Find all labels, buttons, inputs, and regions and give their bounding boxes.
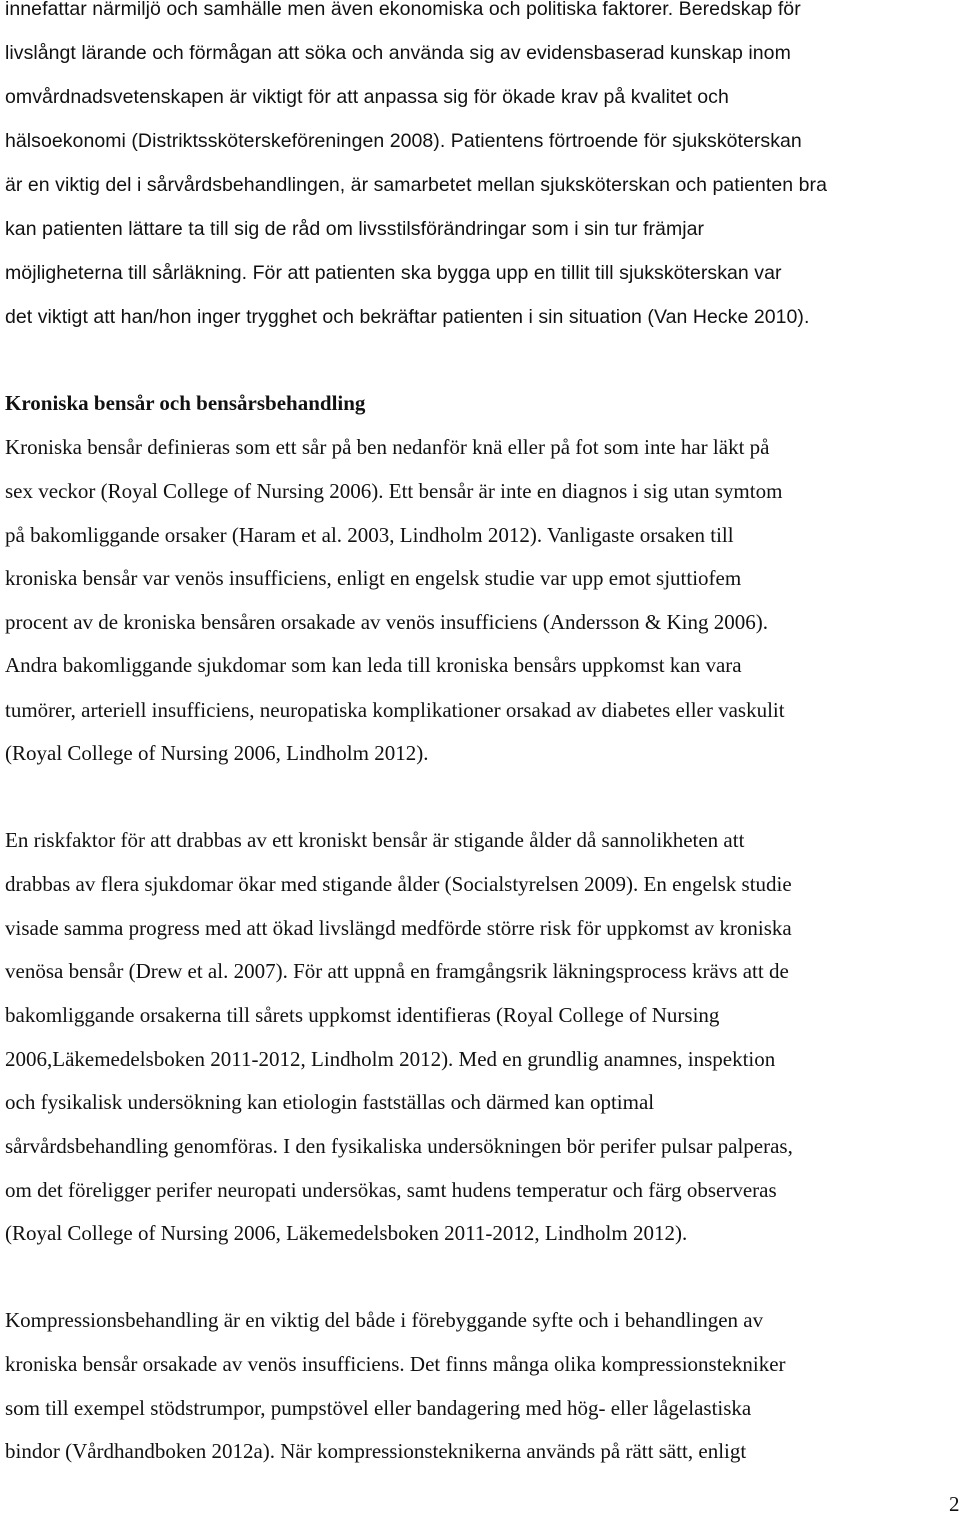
intro-line: är en viktig del i sårvårdsbehandlingen, är samarbetet mellan sjuksköterskan och patienten bra — [5, 174, 827, 196]
paragraph-line: En riskfaktor för att drabbas av ett kroniskt bensår är stigande ålder då sannolikheten att — [5, 828, 745, 852]
paragraph-line: och fysikalisk undersökning kan etiologin fastställas och därmed kan optimal — [5, 1090, 655, 1114]
paragraph-line: sex veckor (Royal College of Nursing 2006). Ett bensår är inte en diagnos i sig utan symtom — [5, 479, 783, 503]
paragraph-line: bakomliggande orsakerna till sårets uppkomst identifieras (Royal College of Nursing — [5, 1003, 720, 1027]
paragraph-line: kroniska bensår var venös insufficiens, enligt en engelsk studie var upp emot sjuttiofem — [5, 566, 742, 590]
paragraph-line: drabbas av flera sjukdomar ökar med stigande ålder (Socialstyrelsen 2009). En engelsk studie — [5, 872, 792, 896]
paragraph-line: sårvårdsbehandling genomföras. I den fysikaliska undersökningen bör perifer pulsar palperas, — [5, 1134, 793, 1158]
paragraph-line: bindor (Vårdhandboken 2012a). När kompressionsteknikerna används på rätt sätt, enligt — [5, 1439, 747, 1463]
intro-line: kan patienten lättare ta till sig de råd om livsstilsförändringar som i sin tur främjar — [5, 218, 705, 240]
paragraph-line: på bakomliggande orsaker (Haram et al. 2003, Lindholm 2012). Vanligaste orsaken till — [5, 523, 734, 547]
intro-line: det viktigt att han/hon inger trygghet och bekräftar patienten i sin situation (Van Hecke 2010). — [5, 306, 810, 328]
paragraph-line: venösa bensår (Drew et al. 2007). För att uppnå en framgångsrik läkningsprocess krävs att de — [5, 959, 789, 983]
paragraph-line: (Royal College of Nursing 2006, Läkemedelsboken 2011-2012, Lindholm 2012). — [5, 1221, 688, 1245]
intro-line: omvårdnadsvetenskapen är viktigt för att anpassa sig för ökade krav på kvalitet och — [5, 86, 729, 108]
intro-line: innefattar närmiljö och samhälle men även ekonomiska och politiska faktorer. Beredskap för — [5, 0, 801, 20]
paragraph-line: Kompressionsbehandling är en viktig del både i förebyggande syfte och i behandlingen av — [5, 1308, 764, 1332]
paragraph-line: tumörer, arteriell insufficiens, neuropatiska komplikationer orsakad av diabetes eller vaskulit — [5, 698, 785, 722]
paragraph-line: visade samma progress med att ökad livslängd medförde större risk för uppkomst av kroniska — [5, 916, 792, 940]
paragraph-line: (Royal College of Nursing 2006, Lindholm 2012). — [5, 741, 429, 765]
paragraph-line: kroniska bensår orsakade av venös insufficiens. Det finns många olika kompressionstekniker — [5, 1352, 786, 1376]
intro-line: livslångt lärande och förmågan att söka och använda sig av evidensbaserad kunskap inom — [5, 42, 791, 64]
page-number: 2 — [949, 1492, 960, 1516]
paragraph-line: 2006,Läkemedelsboken 2011-2012, Lindholm 2012). Med en grundlig anamnes, inspektion — [5, 1047, 776, 1071]
intro-line: möjligheterna till sårläkning. För att patienten ska bygga upp en tillit till sjuksköterskan var — [5, 262, 782, 284]
section-heading: Kroniska bensår och bensårsbehandling — [5, 391, 366, 415]
paragraph-line: som till exempel stödstrumpor, pumpstövel eller bandagering med hög- eller lågelastiska — [5, 1396, 752, 1420]
paragraph-line: Andra bakomliggande sjukdomar som kan leda till kroniska bensårs uppkomst kan vara — [5, 653, 742, 677]
paragraph-line: Kroniska bensår definieras som ett sår på ben nedanför knä eller på fot som inte har läkt på — [5, 435, 770, 459]
paragraph-line: om det föreligger perifer neuropati undersökas, samt hudens temperatur och färg observeras — [5, 1178, 777, 1202]
paragraph-line: procent av de kroniska bensåren orsakade av venös insufficiens (Andersson & King 2006). — [5, 610, 768, 634]
intro-line: hälsoekonomi (Distriktssköterskeföreningen 2008). Patientens förtroende för sjuksköterskan — [5, 130, 802, 152]
